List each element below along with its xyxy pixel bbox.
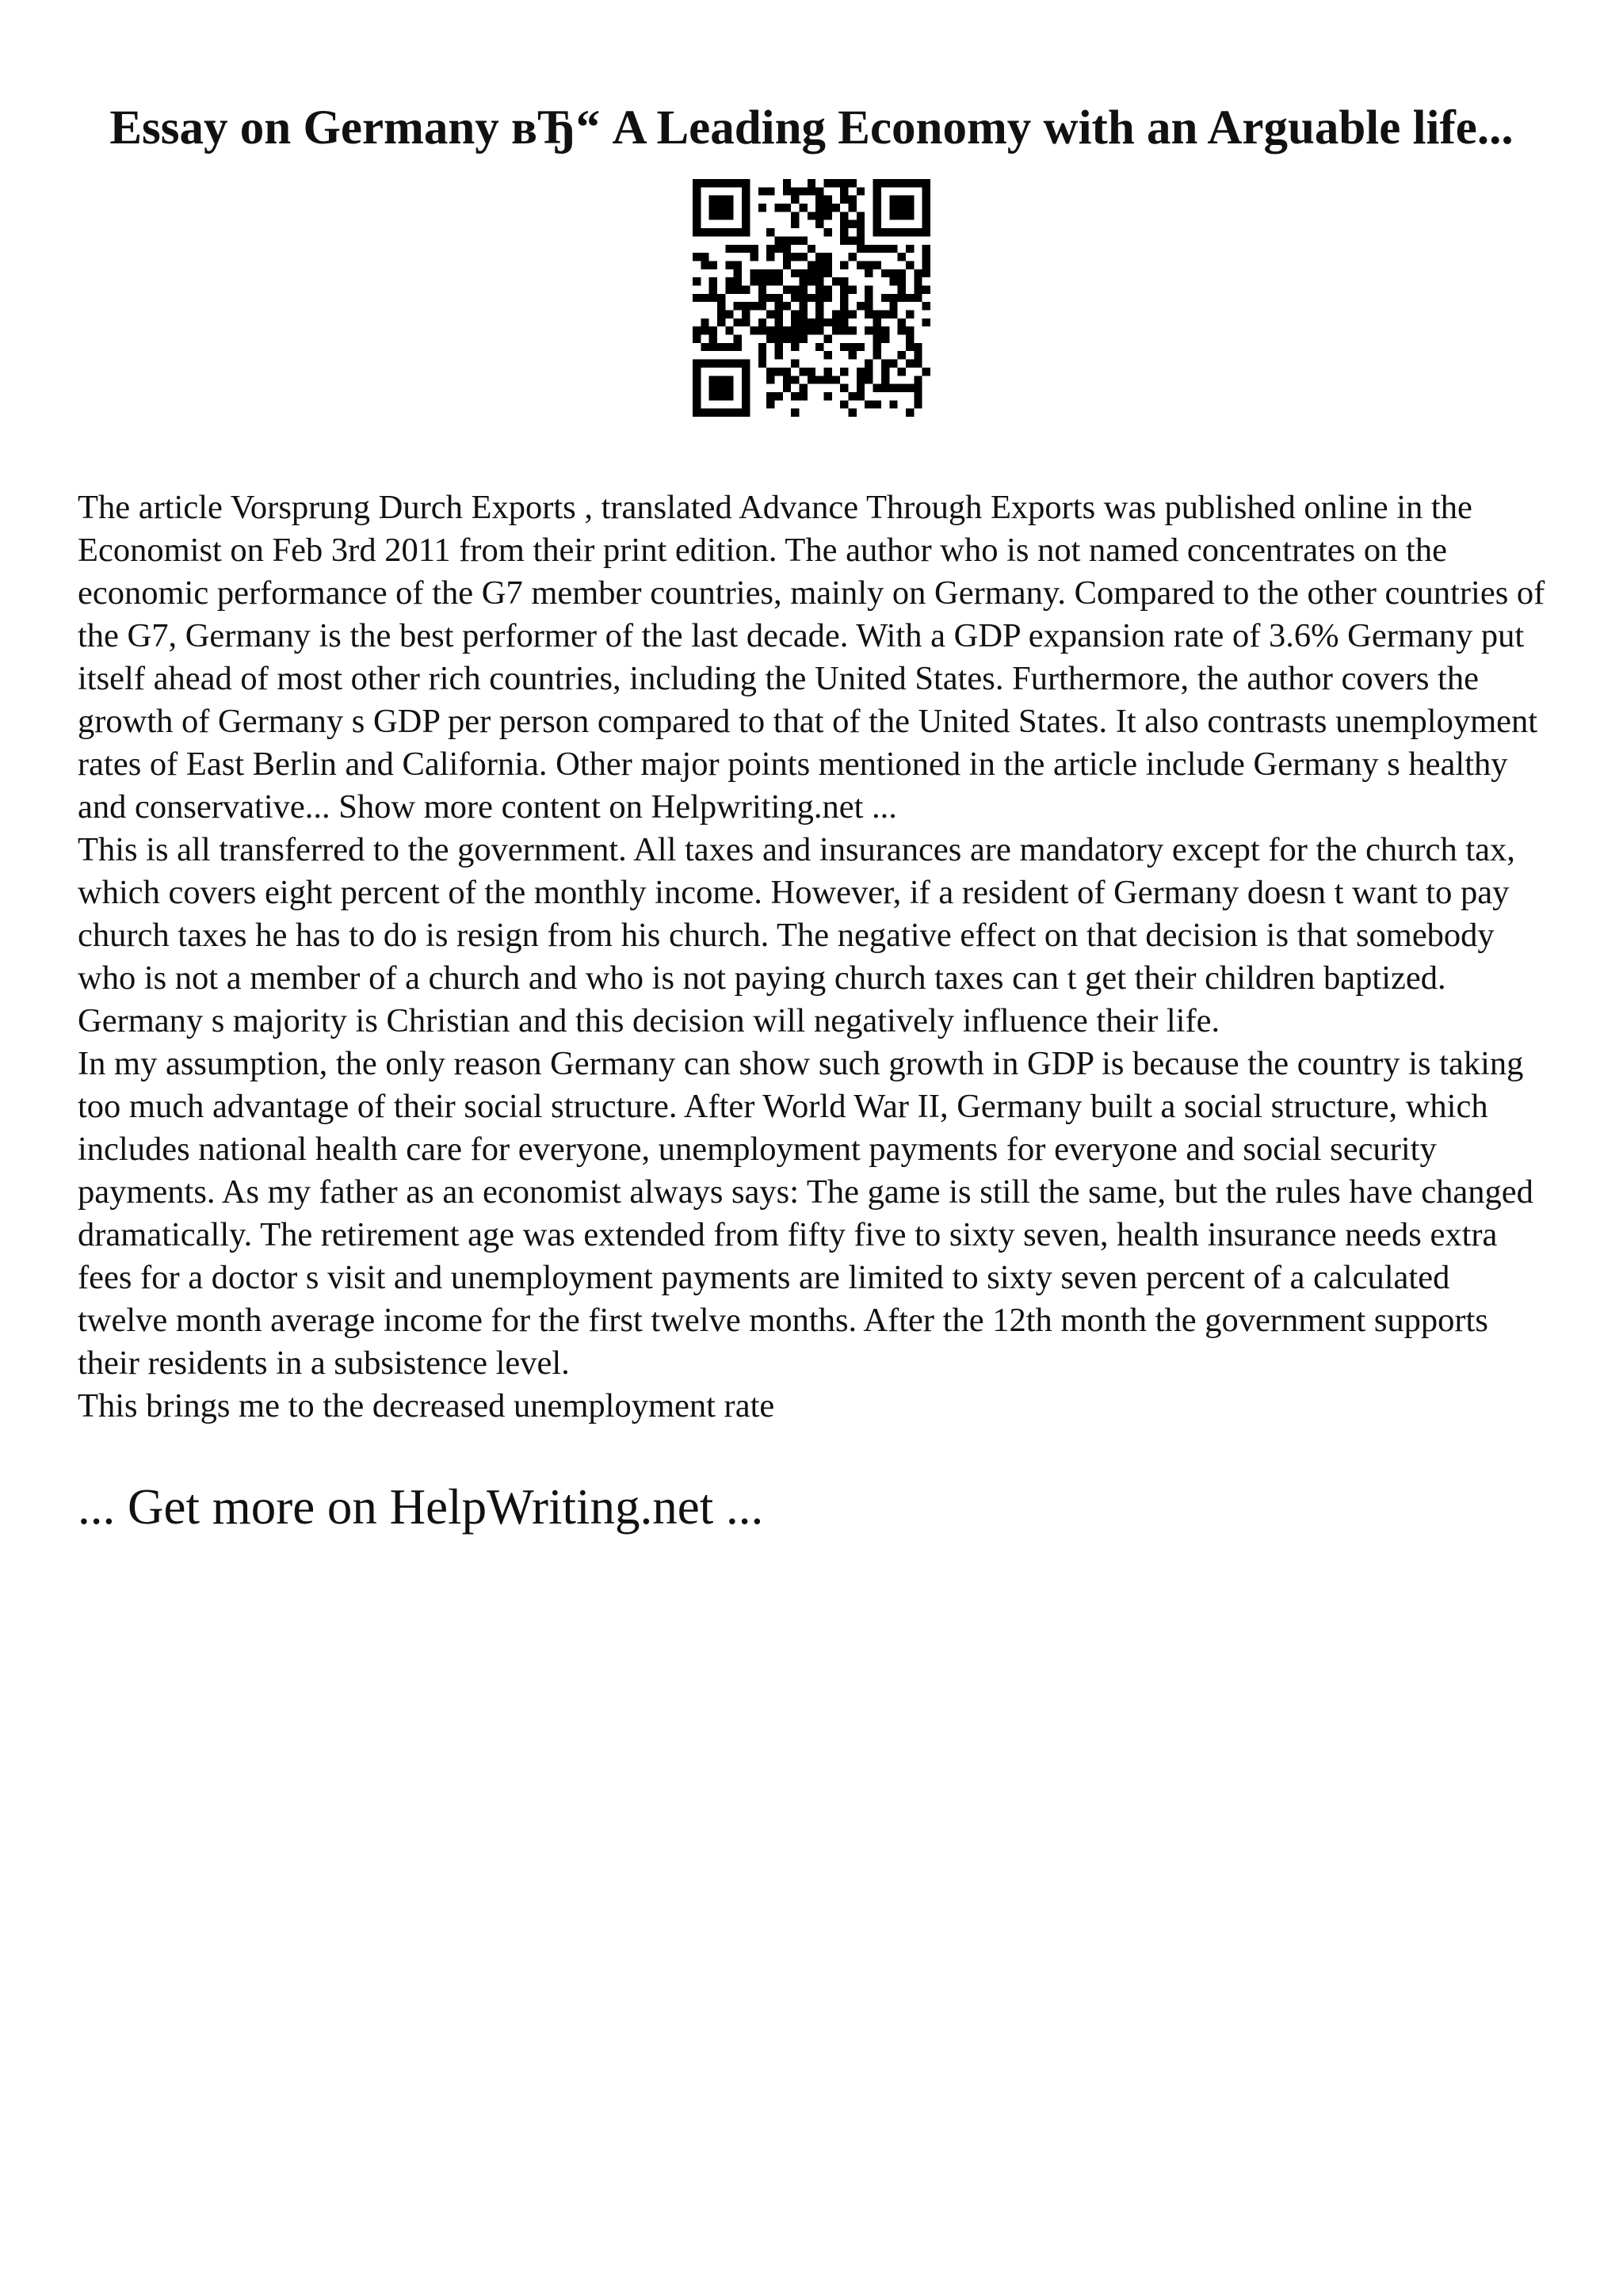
document-title: Essay on Germany вЂ“ A Leading Economy with an Arguable life...	[109, 101, 1514, 154]
qr-code-graphic	[693, 179, 930, 417]
paragraph-4: This brings me to the decreased unemployment rate	[78, 1387, 775, 1425]
paragraph-3: In my assumption, the only reason Germany can show such growth in GDP is because the country is taking too much advantage of their social structure. After World War II, Germany built a social structure, which includes national health care for everyone, unemployment payments for everyone and social security payments. As my father as an economist always says: The game is still the same, but the rules have changed dramatically. The retirement age was extended from fifty five to sixty seven, health insurance needs extra fees for a doctor s visit and unemployment payments are limited to sixty seven percent of a calculated twelve month average income for the first twelve months. After the 12th month the government supports their residents in a subsistence level.	[78, 1045, 1533, 1382]
essay-body	[78, 486, 1545, 1428]
paragraph-2: This is all transferred to the government. All taxes and insurances are mandatory except for the church tax, which covers eight percent of the monthly income. However, if a resident of Germany doesn t want to pay church taxes he has to do is resign from his church. The negative effect on that decision is that somebody who is not a member of a church and who is not paying church taxes can t get their children baptized. Germany s majority is Christian and this decision will negatively influence their life.	[78, 831, 1515, 1039]
get-more-link[interactable]: ... Get more on HelpWriting.net ...	[78, 1479, 764, 1535]
qr-code-icon	[693, 179, 930, 417]
paragraph-1: The article Vorsprung Durch Exports , translated Advance Through Exports was published online in the Economist on Feb 3rd 2011 from their print edition. The author who is not named concentrates on the economic performance of the G7 member countries, mainly on Germany. Compared to the other countries of the G7, Germany is the best performer of the last decade. With a GDP expansion rate of 3.6% Germany put itself ahead of most other rich countries, including the United States. Furthermore, the author covers the growth of Germany s GDP per person compared to that of the United States. It also contrasts unemployment rates of East Berlin and California. Other major points mentioned in the article include Germany s healthy and conservative... Show more content on Helpwriting.net ...	[78, 489, 1545, 826]
